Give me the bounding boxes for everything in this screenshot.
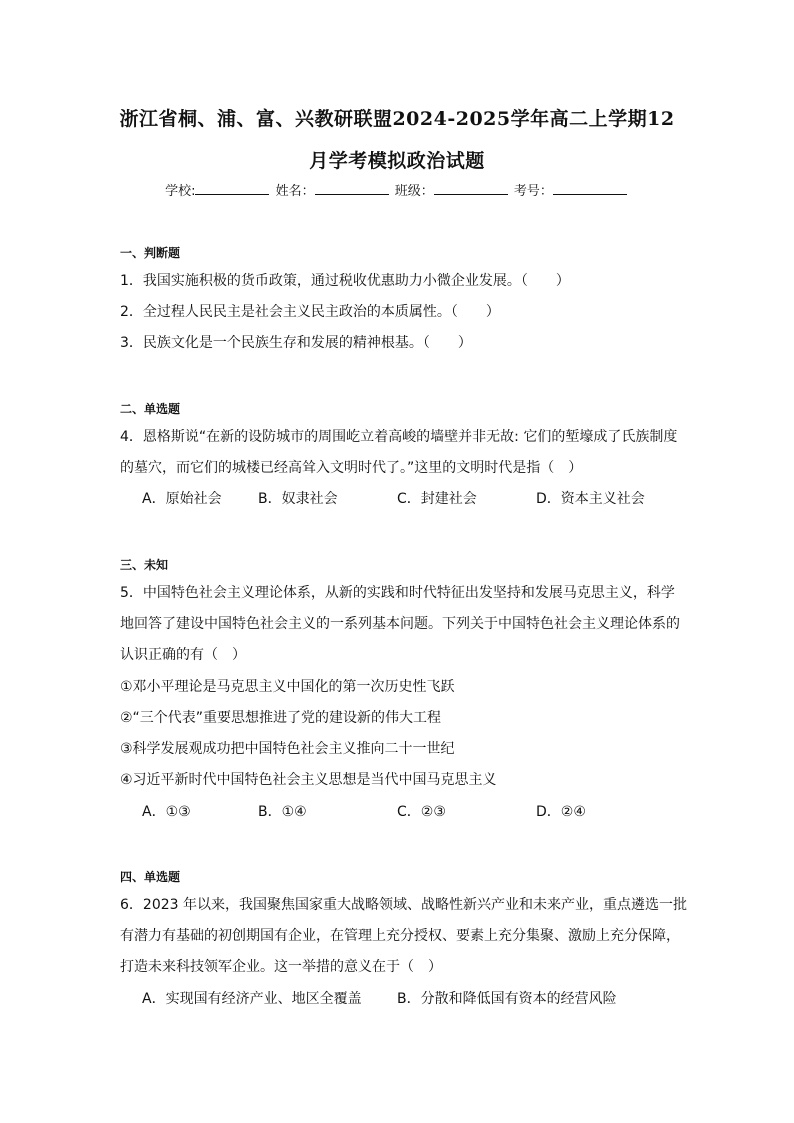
- exam-no-blank: [553, 182, 627, 195]
- exam-title-line2: 月学考模拟政治试题: [309, 150, 485, 172]
- section-heading-unknown: 三、未知: [120, 558, 169, 572]
- question-3: 3．民族文化是一个民族生存和发展的精神根基。（ ）: [120, 335, 472, 351]
- exam-title-line1: 浙江省桐、浦、富、兴教研联盟2024-2025学年高二上学期12: [119, 108, 675, 130]
- question-4-line1: 4．恩格斯说“在新的设防城市的周围屹立着高峻的墙壁并非无故: 它们的堑壕成了氏族制度: [120, 429, 678, 445]
- question-4-line2: 的墓穴，而它们的城楼已经高耸入文明时代了。”这里的文明时代是指（ ）: [120, 460, 583, 476]
- option-b: B．分散和降低国有资本的经营风险: [397, 991, 617, 1007]
- option-d: D．资本主义社会: [536, 491, 645, 507]
- section-heading-single-choice: 二、单选题: [120, 402, 181, 416]
- question-6-line1: 6．2023 年以来，我国聚焦国家重大战略领域、战略性新兴产业和未来产业，重点遴选一批: [120, 897, 687, 913]
- question-6-line2: 有潜力有基础的初创期国有企业，在管理上充分授权、要素上充分集聚、激励上充分保障，: [120, 928, 680, 944]
- exam-no-label: 考号：: [513, 184, 553, 199]
- option-c: C．封建社会: [397, 491, 477, 507]
- class-label: 班级：: [394, 184, 434, 199]
- question-5-line3: 认识正确的有（ ）: [120, 647, 246, 663]
- school-blank: [195, 182, 269, 195]
- option-c: C．②③: [397, 804, 446, 820]
- name-blank: [315, 182, 389, 195]
- class-blank: [434, 182, 508, 195]
- option-b: B．①④: [258, 804, 307, 820]
- option-a: A．①③: [142, 804, 191, 820]
- option-d: D．②④: [536, 804, 586, 820]
- question-5-line2: 地回答了建设中国特色社会主义的一系列基本问题。下列关于中国特色社会主义理论体系的: [120, 616, 680, 632]
- section-heading-single-choice-2: 四、单选题: [120, 870, 181, 884]
- section-heading-judgment: 一、判断题: [120, 246, 181, 260]
- question-5-line1: 5．中国特色社会主义理论体系，从新的实践和时代特征出发坚持和发展马克思主义，科学: [120, 585, 675, 601]
- student-info-row: [0, 180, 794, 199]
- option-a: A．实现国有经济产业、地区全覆盖: [142, 991, 362, 1007]
- name-label: 姓名：: [275, 184, 315, 199]
- question-5-item4: ④习近平新时代中国特色社会主义思想是当代中国马克思主义: [120, 772, 497, 788]
- question-1: 1．我国实施积极的货币政策，通过税收优惠助力小微企业发展。（ ）: [120, 273, 570, 289]
- option-b: B．奴隶社会: [258, 491, 338, 507]
- question-5-item3: ③科学发展观成功把中国特色社会主义推向二十一世纪: [120, 741, 455, 757]
- question-6-line3: 打造未来科技领军企业。这一举措的意义在于（ ）: [120, 959, 442, 975]
- question-2: 2．全过程人民民主是社会主义民主政治的本质属性。（ ）: [120, 304, 500, 320]
- question-5-item1: ①邓小平理论是马克思主义中国化的第一次历史性飞跃: [120, 679, 455, 695]
- option-a: A．原始社会: [142, 491, 222, 507]
- question-5-item2: ②“三个代表”重要思想推进了党的建设新的伟大工程: [120, 710, 442, 726]
- school-label: 学校:: [165, 184, 196, 199]
